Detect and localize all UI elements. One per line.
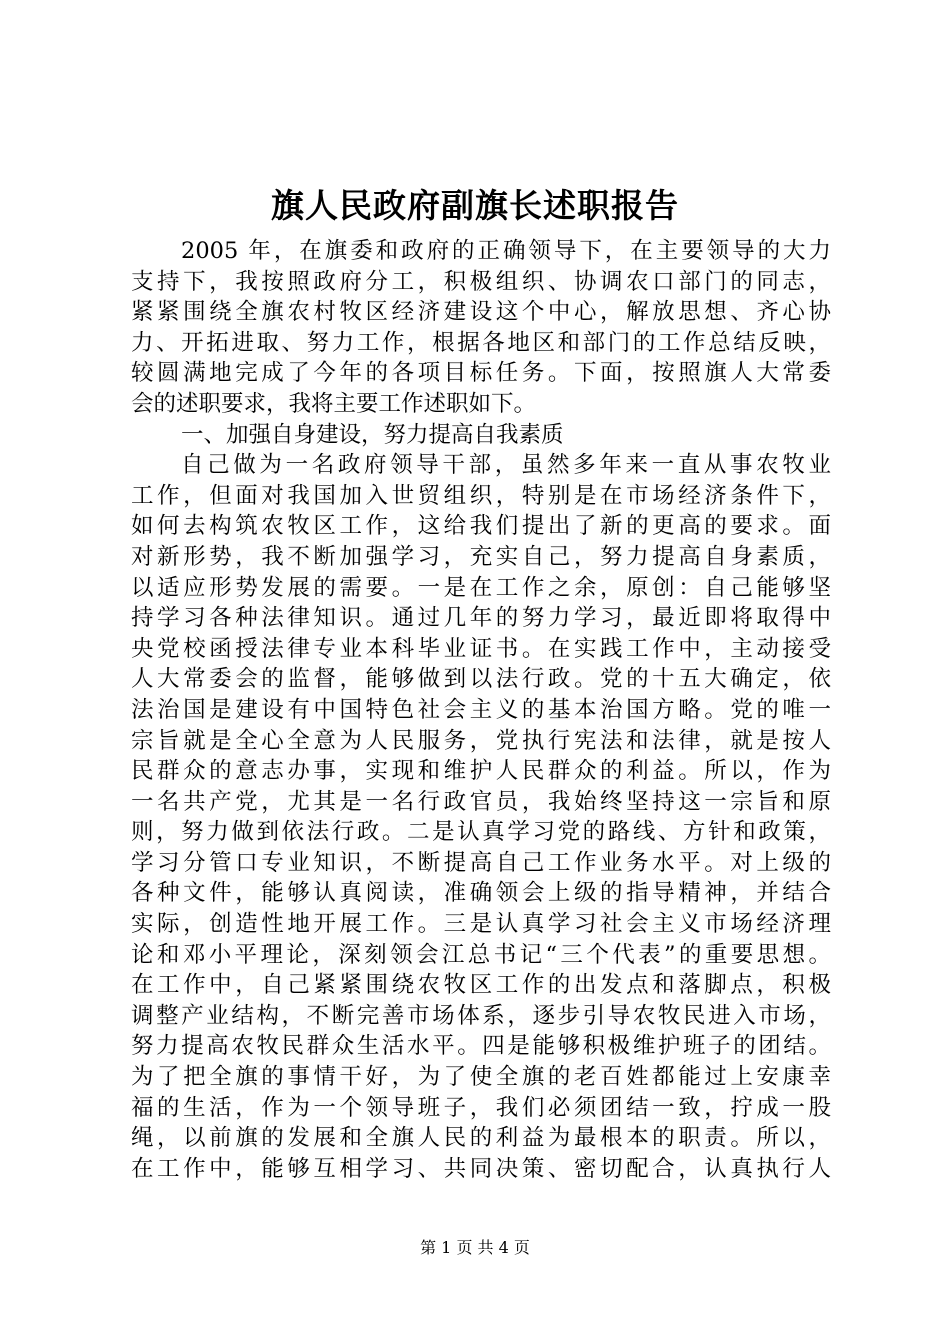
body-text-line: 持学习各种法律知识。通过几年的努力学习，最近即将取得中	[131, 605, 831, 632]
body-text-line: 努力提高农牧民群众生活水平。四是能够积极维护班子的团结。	[131, 1033, 831, 1060]
body-text-line: 民群众的意志办事，实现和维护人民群众的利益。所以，作为	[131, 758, 831, 785]
body-text-line: 人大常委会的监督，能够做到以法行政。党的十五大确定，依	[131, 666, 831, 693]
body-text-line: 央党校函授法律专业本科毕业证书。在实践工作中，主动接受	[131, 635, 831, 662]
document-title: 旗人民政府副旗长述职报告	[271, 186, 679, 225]
body-text-line: 较圆满地完成了今年的各项目标任务。下面，按照旗人大常委	[131, 360, 831, 387]
body-text-line: 论和邓小平理论，深刻领会江总书记“三个代表”的重要思想。	[131, 941, 831, 968]
body-text-line: 紧紧围绕全旗农村牧区经济建设这个中心，解放思想、齐心协	[131, 299, 831, 326]
body-text-line: 调整产业结构，不断完善市场体系，逐步引导农牧民进入市场，	[131, 1002, 831, 1029]
body-text-line: 实际，创造性地开展工作。三是认真学习社会主义市场经济理	[131, 911, 831, 938]
body-text-line: 宗旨就是全心全意为人民服务，党执行宪法和法律，就是按人	[131, 727, 831, 754]
body-text-line: 工作，但面对我国加入世贸组织，特别是在市场经济条件下，	[131, 482, 831, 509]
body-text-line: 对新形势，我不断加强学习，充实自己，努力提高自身素质，	[131, 543, 831, 570]
body-text-line: 学习分管口专业知识，不断提高自己工作业务水平。对上级的	[131, 849, 831, 876]
body-text-line: 会的述职要求，我将主要工作述职如下。	[131, 390, 537, 417]
body-text-line: 为了把全旗的事情干好，为了使全旗的老百姓都能过上安康幸	[131, 1064, 831, 1091]
body-text-line: 一、加强自身建设，努力提高自我素质	[181, 421, 564, 448]
body-text-line: 支持下，我按照政府分工，积极组织、协调农口部门的同志，	[131, 268, 831, 295]
body-text-line: 自己做为一名政府领导干部，虽然多年来一直从事农牧业	[181, 452, 831, 479]
body-text-line: 如何去构筑农牧区工作，这给我们提出了新的更高的要求。面	[131, 513, 831, 540]
body-text-line: 绳，以前旗的发展和全旗人民的利益为最根本的职责。所以，	[131, 1125, 831, 1152]
body-text-line: 在工作中，能够互相学习、共同决策、密切配合，认真执行人	[131, 1155, 831, 1182]
body-text-line: 以适应形势发展的需要。一是在工作之余，原创：自己能够坚	[131, 574, 831, 601]
body-text-line: 力、开拓进取、努力工作，根据各地区和部门的工作总结反映，	[131, 329, 831, 356]
body-text-line: 各种文件，能够认真阅读，准确领会上级的指导精神，并结合	[131, 880, 831, 907]
page-footer: 第 1 页 共 4 页	[420, 1238, 530, 1257]
body-text-line: 则，努力做到依法行政。二是认真学习党的路线、方针和政策，	[131, 819, 831, 846]
body-text-line: 在工作中，自己紧紧围绕农牧区工作的出发点和落脚点，积极	[131, 972, 831, 999]
body-text-line: 一名共产党，尤其是一名行政官员，我始终坚持这一宗旨和原	[131, 788, 831, 815]
body-text-line: 2005 年，在旗委和政府的正确领导下，在主要领导的大力	[181, 238, 831, 264]
document-body	[131, 236, 831, 1184]
body-text-line: 法治国是建设有中国特色社会主义的基本治国方略。党的唯一	[131, 696, 831, 723]
body-text-line: 福的生活，作为一个领导班子，我们必须团结一致，拧成一股	[131, 1094, 831, 1121]
